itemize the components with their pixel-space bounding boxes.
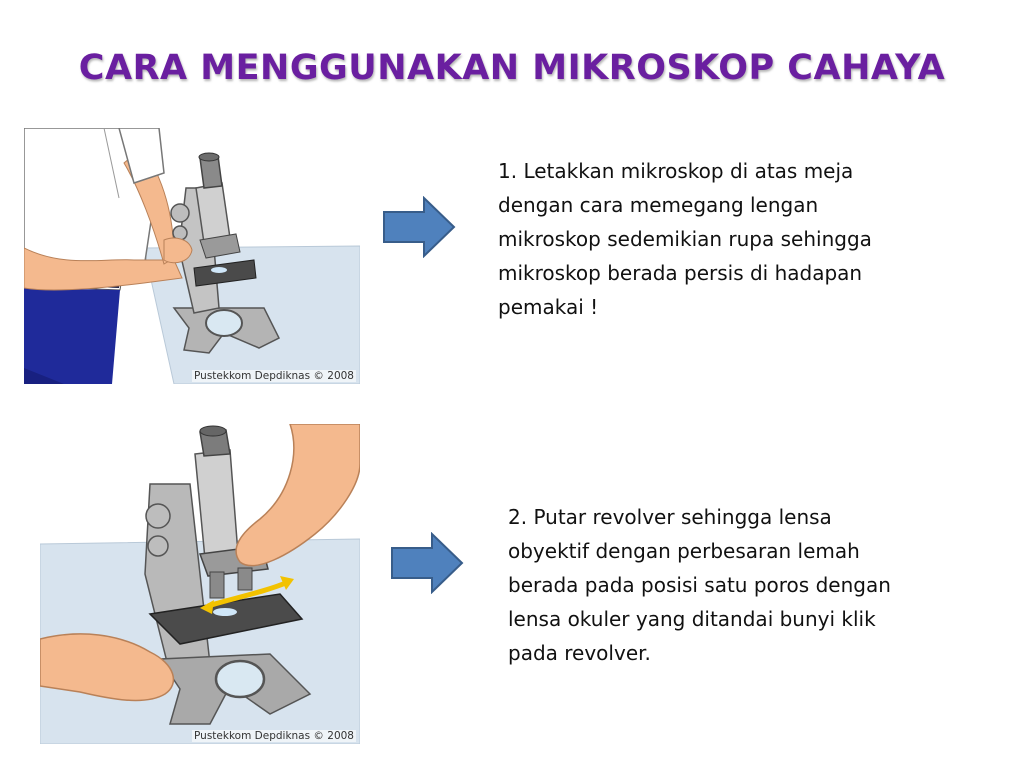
slide-title: CARA MENGGUNAKAN MIKROSKOP CAHAYA: [78, 48, 946, 88]
step-2-line: berada pada posisi satu poros dengan: [508, 573, 891, 597]
step-2-line: obyektif dengan perbesaran lemah: [508, 539, 860, 563]
image-credit: Pustekkom Depdiknas © 2008: [194, 370, 354, 382]
microscope-carry-illustration: [24, 128, 360, 384]
step-1-line: mikroskop sedemikian rupa sehingga: [498, 227, 872, 251]
microscope-revolver-illustration: [40, 424, 360, 744]
arrow-right-icon: [382, 196, 456, 258]
step-1-line: dengan cara memegang lengan: [498, 193, 819, 217]
step-2-line: pada revolver.: [508, 641, 651, 665]
step-2-text: [508, 500, 988, 670]
step-1-line: pemakai !: [498, 295, 599, 319]
step-2-line: 2. Putar revolver sehingga lensa: [508, 505, 832, 529]
step-2-line: lensa okuler yang ditandai bunyi klik: [508, 607, 876, 631]
step-1-text: [498, 154, 978, 324]
step-1-line: mikroskop berada persis di hadapan: [498, 261, 863, 285]
microscope-revolver-drawing: [40, 424, 360, 744]
arrow-right-icon: [390, 532, 464, 594]
step-1-line: 1. Letakkan mikroskop di atas meja: [498, 159, 854, 183]
microscope-carry-drawing: [24, 128, 360, 384]
image-credit: Pustekkom Depdiknas © 2008: [194, 730, 354, 742]
